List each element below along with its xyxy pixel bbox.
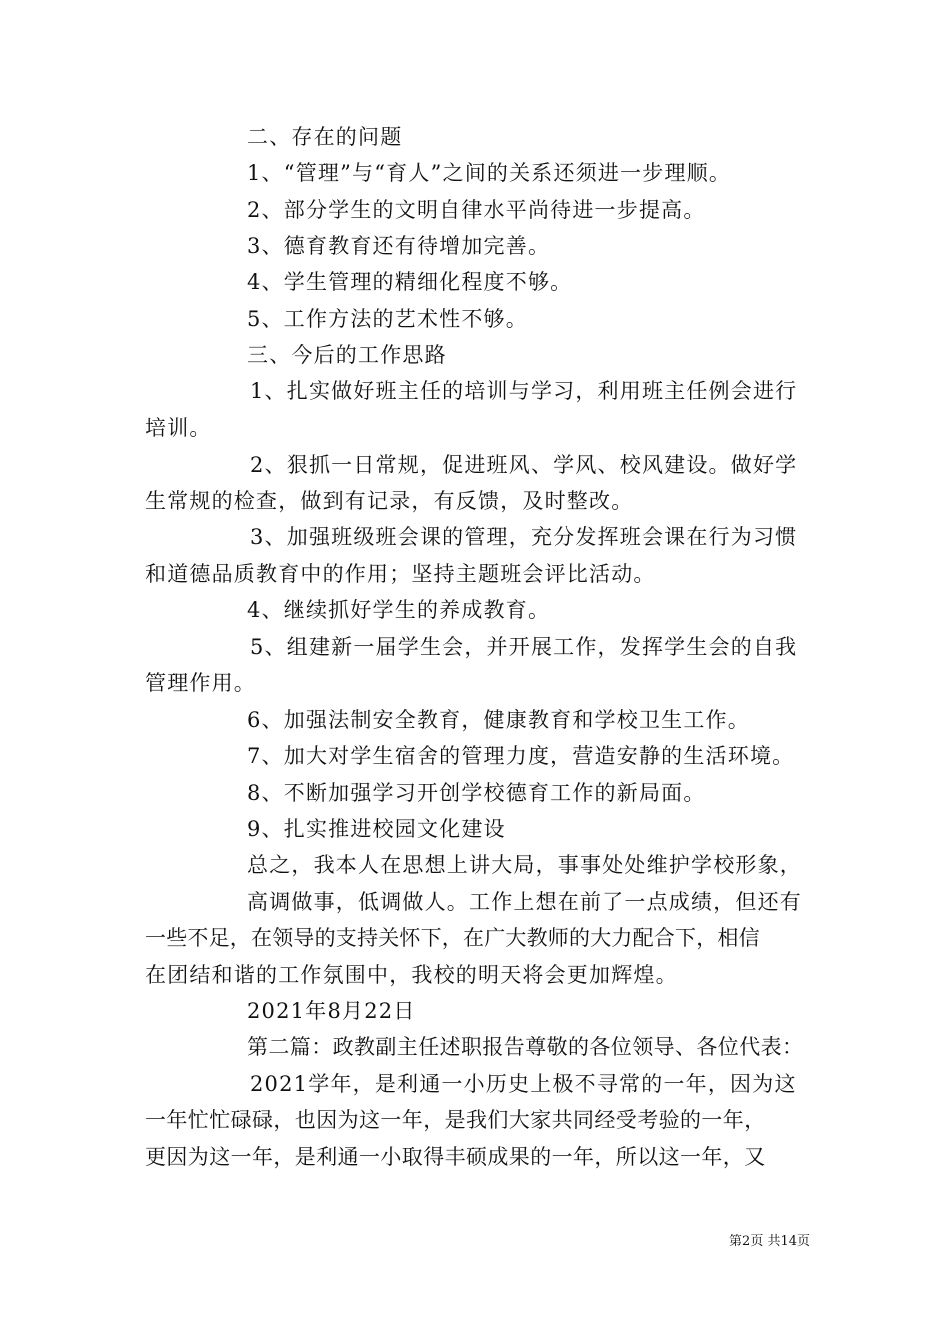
paragraph-line: 9、扎实推进校园文化建设: [247, 817, 506, 841]
paragraph-line: 2021学年，是利通一小历史上极不寻常的一年，因为这: [250, 1072, 797, 1096]
paragraph-line: 一些不足，在领导的支持关怀下，在广大教师的大力配合下，相信: [145, 926, 760, 950]
section-heading-second-article: 第二篇：政教副主任述职报告尊敬的各位领导、各位代表：: [247, 1035, 804, 1059]
paragraph-line: 一年忙忙碌碌，也因为这一年，是我们大家共同经受考验的一年，: [145, 1108, 766, 1132]
paragraph-line: 1、扎实做好班主任的培训与学习，利用班主任例会进行: [250, 379, 798, 403]
section-heading-plans: 三、今后的工作思路: [247, 343, 447, 367]
paragraph-line: 生常规的检查，做到有记录，有反馈，及时整改。: [145, 489, 634, 513]
paragraph-line: 更因为这一年，是利通一小取得丰硕成果的一年，所以这一年，又: [145, 1145, 766, 1169]
paragraph-line: 5、工作方法的艺术性不够。: [247, 307, 528, 331]
section-heading-problems: 二、存在的问题: [247, 125, 403, 149]
paragraph-line: 6、加强法制安全教育，健康教育和学校卫生工作。: [247, 708, 750, 732]
paragraph-line: 8、不断加强学习开创学校德育工作的新局面。: [247, 781, 706, 805]
paragraph-line: 管理作用。: [145, 671, 256, 695]
page-number-footer: 第2页 共14页: [729, 1234, 810, 1249]
paragraph-line: 和道德品质教育中的作用；坚持主题班会评比活动。: [145, 562, 656, 586]
paragraph-line: 高调做事，低调做人。工作上想在前了一点成绩，但还有: [247, 890, 802, 914]
paragraph-line: 总之，我本人在思想上讲大局，事事处处维护学校形象，: [247, 853, 802, 877]
paragraph-line: 3、德育教育还有待增加完善。: [247, 234, 551, 258]
paragraph-line: 1、“管理”与“育人”之间的关系还须进一步理顺。: [247, 161, 732, 185]
paragraph-line: 2、狠抓一日常规，促进班风、学风、校风建设。做好学: [250, 453, 798, 477]
paragraph-line: 2、部分学生的文明自律水平尚待进一步提高。: [247, 198, 706, 222]
paragraph-line: 5、组建新一届学生会，并开展工作，发挥学生会的自我: [250, 635, 798, 659]
paragraph-line: 培训。: [145, 416, 212, 440]
paragraph-line: 7、加大对学生宿舍的管理力度，营造安静的生活环境。: [247, 744, 795, 768]
paragraph-line: 4、继续抓好学生的养成教育。: [247, 598, 551, 622]
paragraph-line: 在团结和谐的工作氛围中，我校的明天将会更加辉煌。: [145, 963, 678, 987]
date-line: 2021年8月22日: [247, 999, 416, 1023]
paragraph-line: 3、加强班级班会课的管理，充分发挥班会课在行为习惯: [250, 525, 798, 549]
paragraph-line: 4、学生管理的精细化程度不够。: [247, 270, 573, 294]
